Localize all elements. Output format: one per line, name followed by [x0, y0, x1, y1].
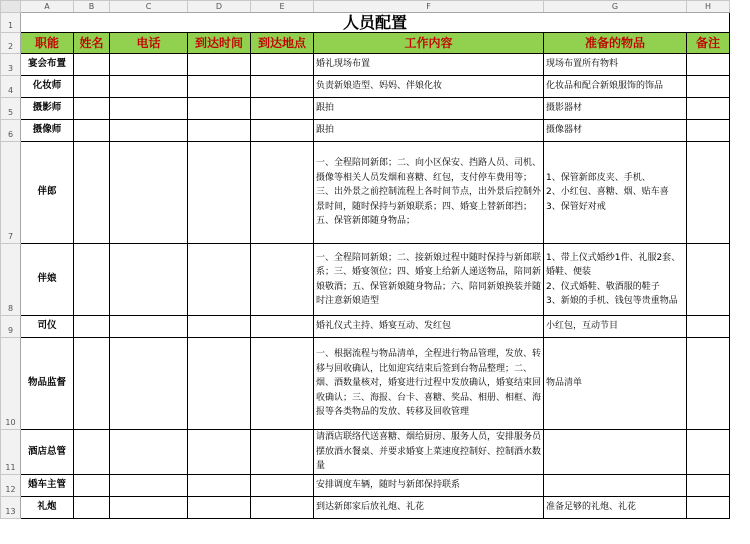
name-cell[interactable] [74, 98, 110, 120]
notes-cell[interactable] [687, 76, 730, 98]
header-cell-name[interactable]: 姓名 [74, 33, 110, 54]
work-content-cell[interactable]: 一、全程陪同新娘；二、接新娘过程中随时保持与新郎联系；三、婚宴领位；四、婚宴上给新人递送物品，陪同新娘敬酒；五、保管新娘随身物品；六、陪同新娘换装并随时注意新娘造型 [314, 244, 544, 316]
phone-cell[interactable] [110, 98, 188, 120]
work-content-cell[interactable]: 负责新娘造型、妈妈、伴娘化妆 [314, 76, 544, 98]
arrival-time-cell[interactable] [188, 496, 251, 518]
sheet-title[interactable]: 人员配置 [21, 13, 730, 33]
phone-cell[interactable] [110, 120, 188, 142]
role-cell[interactable]: 摄影师 [21, 98, 74, 120]
notes-cell[interactable] [687, 120, 730, 142]
arrival-time-cell[interactable] [188, 142, 251, 244]
header-cell-arrival-place[interactable]: 到达地点 [251, 33, 314, 54]
name-cell[interactable] [74, 120, 110, 142]
column-header[interactable]: D [188, 1, 251, 13]
notes-cell[interactable] [687, 496, 730, 518]
phone-cell[interactable] [110, 474, 188, 496]
items-cell[interactable]: 摄影器材 [544, 98, 687, 120]
table-row [1, 338, 730, 430]
name-cell[interactable] [74, 474, 110, 496]
phone-cell[interactable] [110, 338, 188, 430]
name-cell[interactable] [74, 142, 110, 244]
name-cell[interactable] [74, 496, 110, 518]
row-header[interactable]: 8 [1, 244, 21, 316]
arrival-time-cell[interactable] [188, 76, 251, 98]
notes-cell[interactable] [687, 316, 730, 338]
role-cell[interactable]: 司仪 [21, 316, 74, 338]
phone-cell[interactable] [110, 244, 188, 316]
arrival-place-cell[interactable] [251, 76, 314, 98]
header-cell-notes[interactable]: 备注 [687, 33, 730, 54]
work-content-cell[interactable]: 跟拍 [314, 98, 544, 120]
items-cell[interactable]: 准备足够的礼炮、礼花 [544, 496, 687, 518]
items-cell[interactable]: 现场布置所有物料 [544, 54, 687, 76]
role-cell[interactable]: 摄像师 [21, 120, 74, 142]
items-cell[interactable]: 摄像器材 [544, 120, 687, 142]
row-header[interactable]: 2 [1, 33, 21, 54]
table-row [1, 244, 730, 316]
items-cell[interactable]: 1、保管新郎皮夹、手机、 2、小红包、喜糖、烟、贴车喜 3、保管好对戒 [544, 142, 687, 244]
column-header[interactable]: G [544, 1, 687, 13]
name-cell[interactable] [74, 76, 110, 98]
arrival-place-cell[interactable] [251, 316, 314, 338]
header-cell-arrival-time[interactable]: 到达时间 [188, 33, 251, 54]
name-cell[interactable] [74, 54, 110, 76]
arrival-time-cell[interactable] [188, 244, 251, 316]
arrival-place-cell[interactable] [251, 98, 314, 120]
select-all-corner[interactable] [1, 1, 21, 13]
work-content-cell[interactable]: 请酒店联络代送喜糖、烟给厨房、服务人员，安排服务员摆放酒水餐桌、并要求婚宴上菜速度控制好、控制酒水数量 [314, 430, 544, 475]
role-cell[interactable]: 婚车主管 [21, 474, 74, 496]
phone-cell[interactable] [110, 76, 188, 98]
row-header[interactable]: 1 [1, 13, 21, 33]
table-row [1, 98, 730, 120]
header-cell-role[interactable]: 职能 [21, 33, 74, 54]
arrival-place-cell[interactable] [251, 120, 314, 142]
notes-cell[interactable] [687, 430, 730, 475]
arrival-place-cell[interactable] [251, 430, 314, 475]
items-cell[interactable]: 化妆品和配合新娘服饰的饰品 [544, 76, 687, 98]
phone-cell[interactable] [110, 430, 188, 475]
arrival-place-cell[interactable] [251, 142, 314, 244]
column-header[interactable]: F [314, 1, 544, 13]
role-cell[interactable]: 伴郎 [21, 142, 74, 244]
row-header[interactable]: 3 [1, 54, 21, 76]
notes-cell[interactable] [687, 142, 730, 244]
phone-cell[interactable] [110, 316, 188, 338]
row-header[interactable]: 4 [1, 76, 21, 98]
column-header[interactable]: C [110, 1, 188, 13]
work-content-cell[interactable]: 婚礼现场布置 [314, 54, 544, 76]
row-header[interactable]: 10 [1, 338, 21, 430]
role-cell[interactable]: 化妆师 [21, 76, 74, 98]
header-cell-items[interactable]: 准备的物品 [544, 33, 687, 54]
table-row [1, 76, 730, 98]
name-cell[interactable] [74, 338, 110, 430]
arrival-time-cell[interactable] [188, 120, 251, 142]
phone-cell[interactable] [110, 142, 188, 244]
notes-cell[interactable] [687, 54, 730, 76]
row-header[interactable]: 13 [1, 496, 21, 518]
table-row [1, 142, 730, 244]
notes-cell[interactable] [687, 98, 730, 120]
column-header[interactable]: H [687, 1, 730, 13]
phone-cell[interactable] [110, 54, 188, 76]
row-header[interactable]: 9 [1, 316, 21, 338]
name-cell[interactable] [74, 316, 110, 338]
row-header[interactable]: 5 [1, 98, 21, 120]
arrival-time-cell[interactable] [188, 98, 251, 120]
column-header-row [1, 1, 730, 13]
arrival-time-cell[interactable] [188, 316, 251, 338]
items-cell[interactable]: 小红包，互动节目 [544, 316, 687, 338]
items-cell[interactable]: 1、带上仪式婚纱1件、礼服2套、婚鞋、便装 2、仪式婚鞋、敬酒服的鞋子 3、新娘的手机、钱包等贵重物品 [544, 244, 687, 316]
name-cell[interactable] [74, 430, 110, 475]
column-header[interactable]: B [74, 1, 110, 13]
arrival-place-cell[interactable] [251, 496, 314, 518]
arrival-time-cell[interactable] [188, 430, 251, 475]
column-header[interactable]: A [21, 1, 74, 13]
notes-cell[interactable] [687, 338, 730, 430]
table-row [1, 474, 730, 496]
header-row [1, 33, 730, 54]
items-cell[interactable] [544, 430, 687, 475]
table-row [1, 430, 730, 475]
arrival-place-cell[interactable] [251, 474, 314, 496]
header-cell-phone[interactable]: 电话 [110, 33, 188, 54]
items-cell[interactable] [544, 474, 687, 496]
arrival-time-cell[interactable] [188, 54, 251, 76]
row-header[interactable]: 11 [1, 430, 21, 475]
work-content-cell[interactable]: 跟拍 [314, 120, 544, 142]
phone-cell[interactable] [110, 496, 188, 518]
table-row [1, 316, 730, 338]
row-header[interactable]: 6 [1, 120, 21, 142]
role-cell[interactable]: 伴娘 [21, 244, 74, 316]
arrival-place-cell[interactable] [251, 338, 314, 430]
role-cell[interactable]: 物品监督 [21, 338, 74, 430]
role-cell[interactable]: 礼炮 [21, 496, 74, 518]
work-content-cell[interactable]: 一、根据流程与物品清单，全程进行物品管理，发放、转移与回收确认，比如迎宾结束后签到台物品整理；二、烟、酒数量核对，婚宴进行过程中发放确认，婚宴结束回收确认；三、海报、台卡、喜糖、奖品、相册、相框、海报等各类物品的发放、转移及回收管理 [314, 338, 544, 430]
work-content-cell[interactable]: 一、全程陪同新郎；二、向小区保安、挡路人员、司机、摄像等相关人员发烟和喜糖、红包，支付停车费用等；三、出外景之前控制流程上各时间节点，出外景后控制外景时间，随时保持与新娘联系；四、婚宴上替新郎挡；五、保管新郎随身物品； [314, 142, 544, 244]
role-cell[interactable]: 宴会布置 [21, 54, 74, 76]
notes-cell[interactable] [687, 474, 730, 496]
table-row [1, 496, 730, 518]
table-row [1, 54, 730, 76]
work-content-cell[interactable]: 安排调度车辆，随时与新郎保持联系 [314, 474, 544, 496]
title-row [1, 13, 730, 33]
work-content-cell[interactable]: 婚礼仪式主持、婚宴互动、发红包 [314, 316, 544, 338]
work-content-cell[interactable]: 到达新郎家后放礼炮、礼花 [314, 496, 544, 518]
arrival-time-cell[interactable] [188, 338, 251, 430]
name-cell[interactable] [74, 244, 110, 316]
column-header[interactable]: E [251, 1, 314, 13]
items-cell[interactable]: 物品清单 [544, 338, 687, 430]
header-cell-work[interactable]: 工作内容 [314, 33, 544, 54]
arrival-place-cell[interactable] [251, 54, 314, 76]
arrival-time-cell[interactable] [188, 474, 251, 496]
notes-cell[interactable] [687, 244, 730, 316]
table-row [1, 120, 730, 142]
row-header[interactable]: 12 [1, 474, 21, 496]
row-header[interactable]: 7 [1, 142, 21, 244]
role-cell[interactable]: 酒店总管 [21, 430, 74, 475]
arrival-place-cell[interactable] [251, 244, 314, 316]
